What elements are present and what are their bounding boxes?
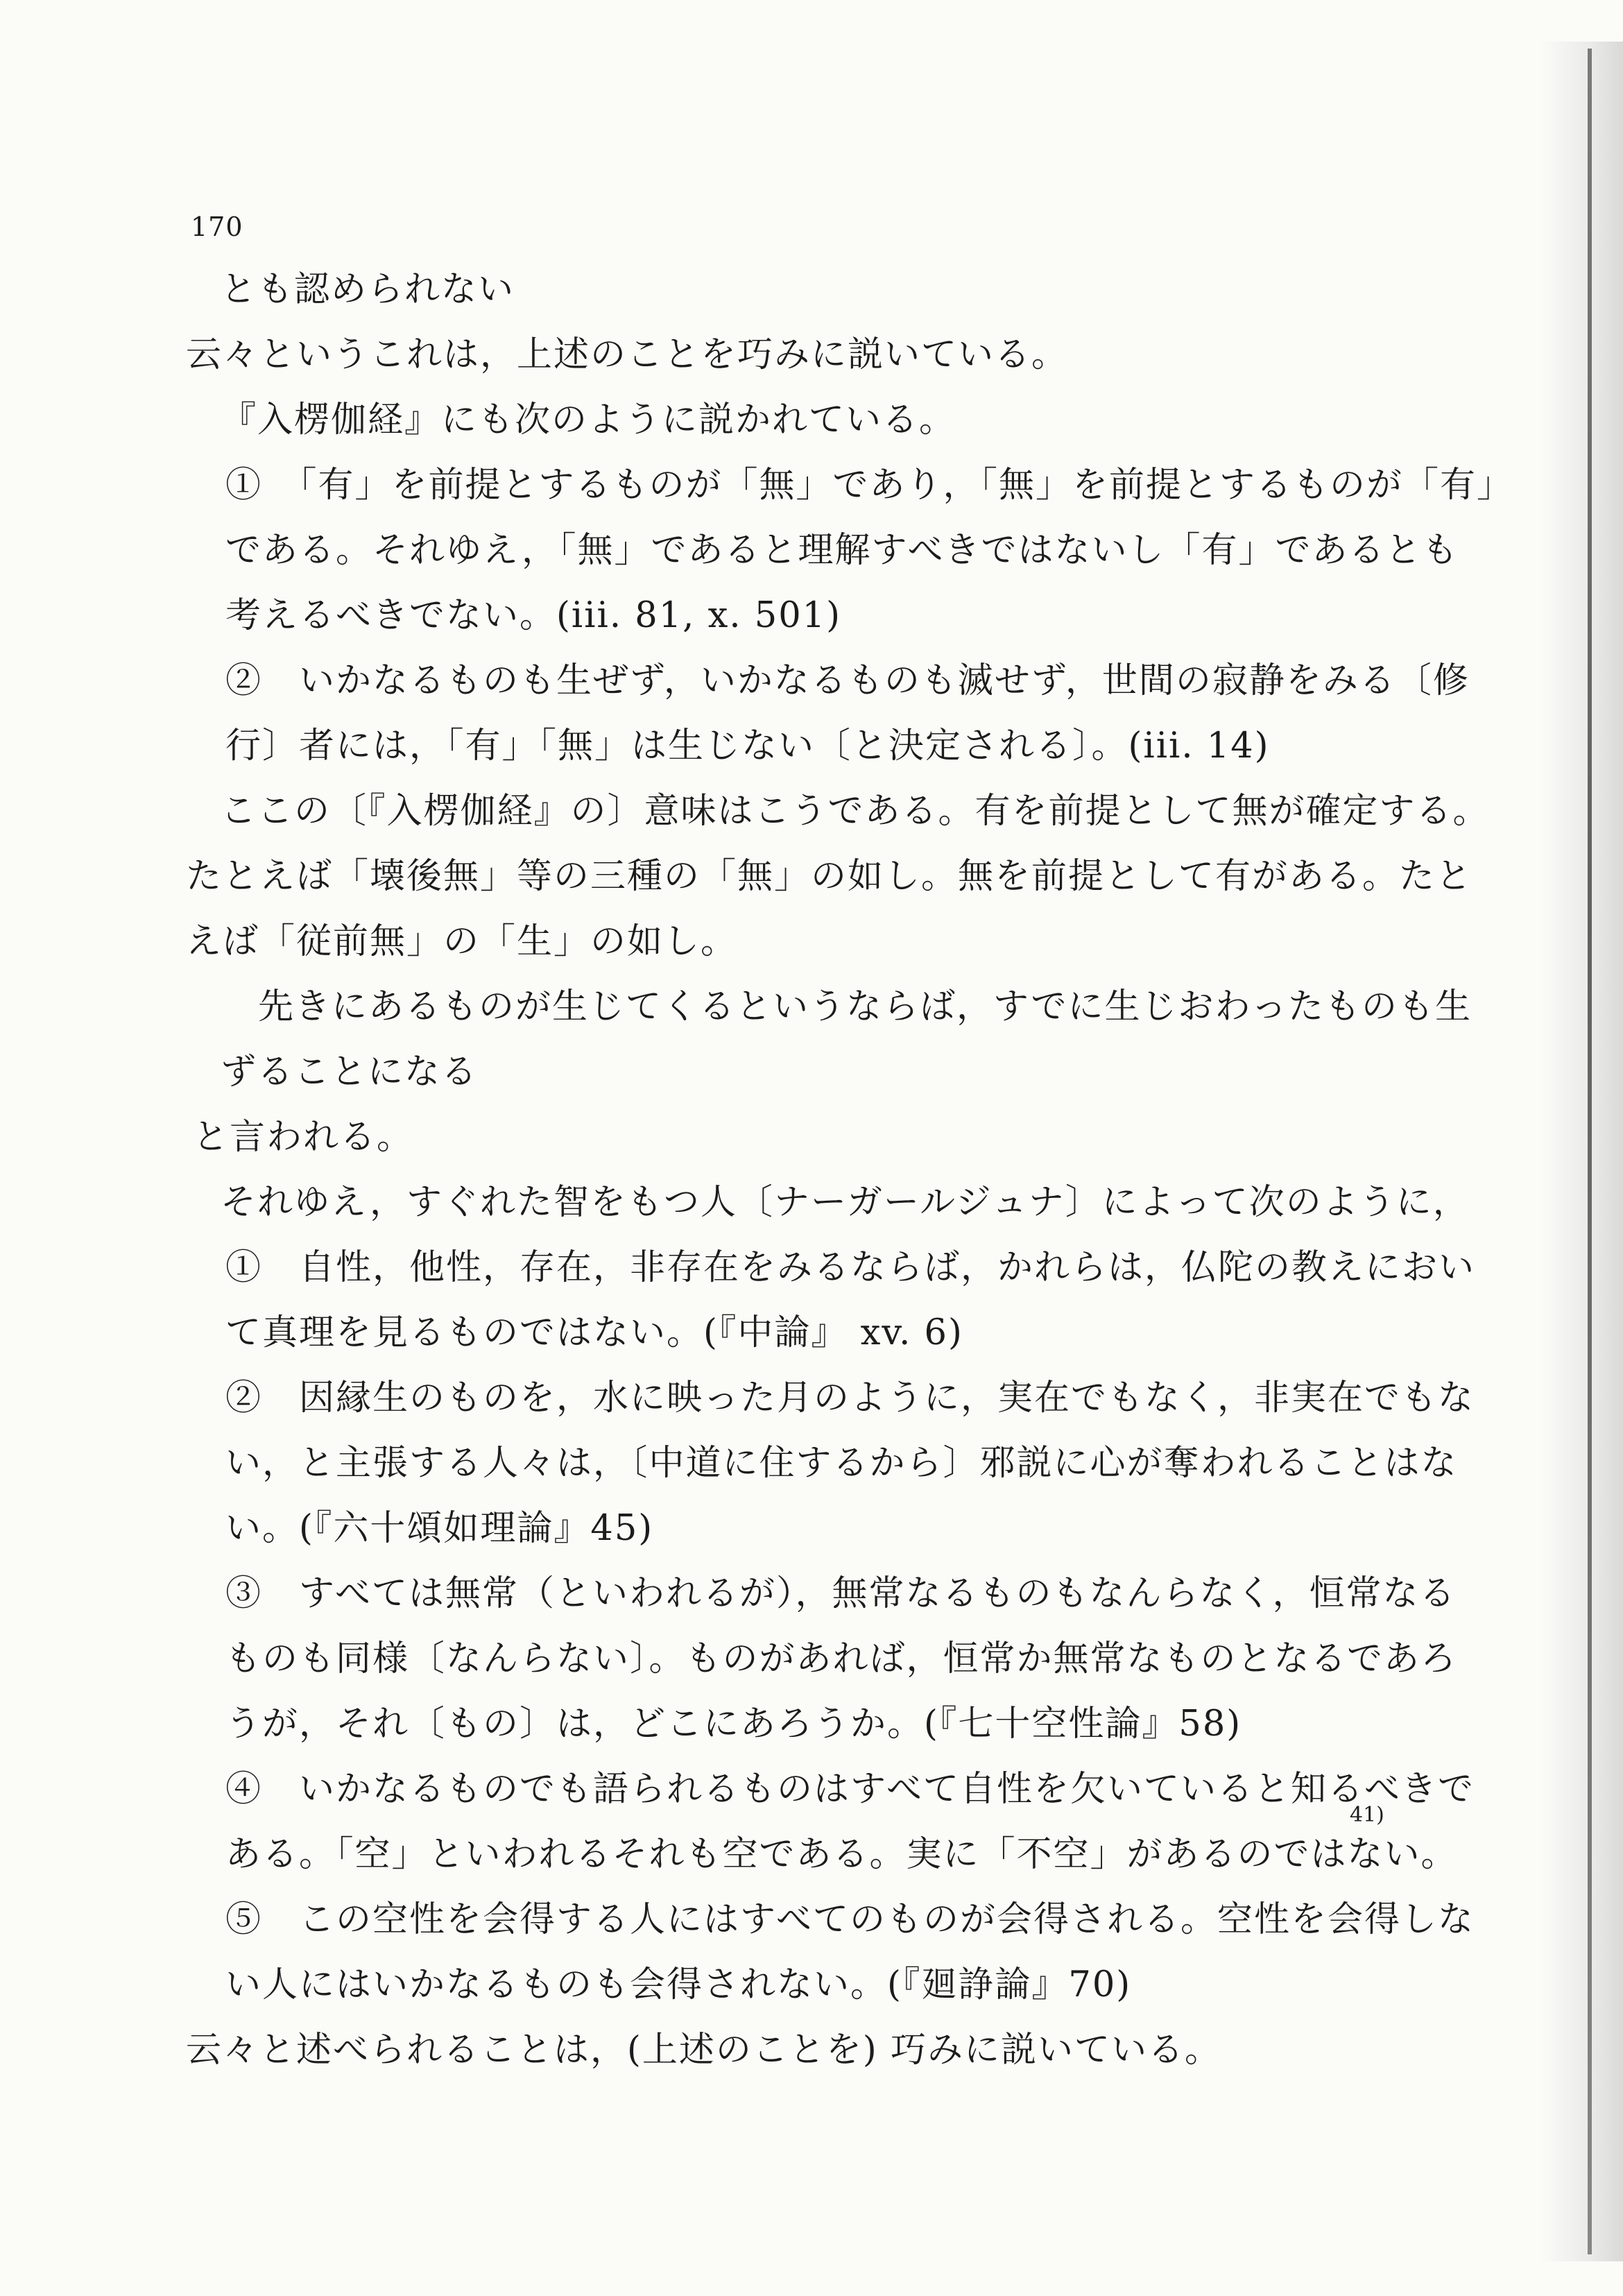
scan-shadow xyxy=(1540,42,1623,2261)
footnote-marker: 41) xyxy=(1350,1803,1384,1827)
text-line: ずることになる xyxy=(221,1052,479,1093)
text-line: それゆえ，すぐれた智をもつ人〔ナーガールジュナ〕によって次のように， xyxy=(221,1182,1470,1223)
text-line: い人にはいかなるものも会得されない。(『廻諍論』70) xyxy=(225,1964,1132,2005)
text-line: たとえば「壊後無」等の三種の「無」の如し。無を前提として有がある。たと xyxy=(186,856,1473,897)
scan-binding-edge xyxy=(1588,49,1592,2254)
page-number: 170 xyxy=(191,212,243,242)
text-line: て真理を見るものではない。(『中論』 xv. 6) xyxy=(225,1312,963,1353)
text-line: 行〕者には，「有」「無」は生じない〔と決定される〕。(iii. 14) xyxy=(225,726,1270,766)
text-line: ⑤ この空性を会得する人にはすべてのものが会得される。空性を会得しな xyxy=(225,1899,1475,1940)
text-line: ① 自性，他性，存在，非存在をみるならば，かれらは，仏陀の教えにおい xyxy=(225,1247,1476,1288)
text-line: ① 「有」を前提とするものが「無」であり，「無」を前提とするものが「有」 xyxy=(225,465,1514,506)
text-line: ② 因縁生のものを，水に映った月のように，実在でもなく，非実在でもな xyxy=(225,1378,1475,1419)
text-line: うが，それ〔もの〕は，どこにあろうか。(『七十空性論』58) xyxy=(225,1704,1242,1745)
text-line: ④ いかなるものでも語られるものはすべて自性を欠いていると知るべきで xyxy=(225,1769,1475,1810)
text-line: ある。「空」といわれるそれも空である。実に「不空」があるのではない。 xyxy=(225,1834,1458,1875)
text-line: い。(『六十頌如理論』45) xyxy=(225,1508,654,1549)
text-line: とも認められない xyxy=(221,269,515,310)
text-line: 云々と述べられることは，(上述のことを) 巧みに説いている。 xyxy=(186,2030,1222,2071)
text-line: ③ すべては無常（といわれるが），無常なるものもなんらなく，恒常なる xyxy=(225,1573,1457,1614)
text-line: ものも同様〔なんらない〕。ものがあれば，恒常か無常なものとなるであろ xyxy=(225,1638,1457,1679)
text-line: 云々というこれは，上述のことを巧みに説いている。 xyxy=(186,334,1069,375)
text-line: 『入楞伽経』にも次のように説かれている。 xyxy=(221,400,956,440)
text-line: い，と主張する人々は，〔中道に住するから〕邪説に心が奪われることはな xyxy=(225,1443,1458,1484)
text-line: ここの〔『入楞伽経』の〕意味はこうである。有を前提として無が確定する。 xyxy=(221,791,1490,832)
text-line: と言われる。 xyxy=(193,1117,414,1158)
text-line: 先きにあるものが生じてくるというならば，すでに生じおわったものも生 xyxy=(258,986,1472,1027)
text-line: ② いかなるものも生ぜず，いかなるものも滅せず，世間の寂静をみる〔修 xyxy=(225,660,1470,701)
text-line: 考えるべきでない。(iii. 81, x. 501) xyxy=(225,595,841,636)
text-line: えば「従前無」の「生」の如し。 xyxy=(186,921,738,962)
text-line: である。それゆえ，「無」であると理解すべきではないし「有」であるとも xyxy=(225,530,1459,571)
